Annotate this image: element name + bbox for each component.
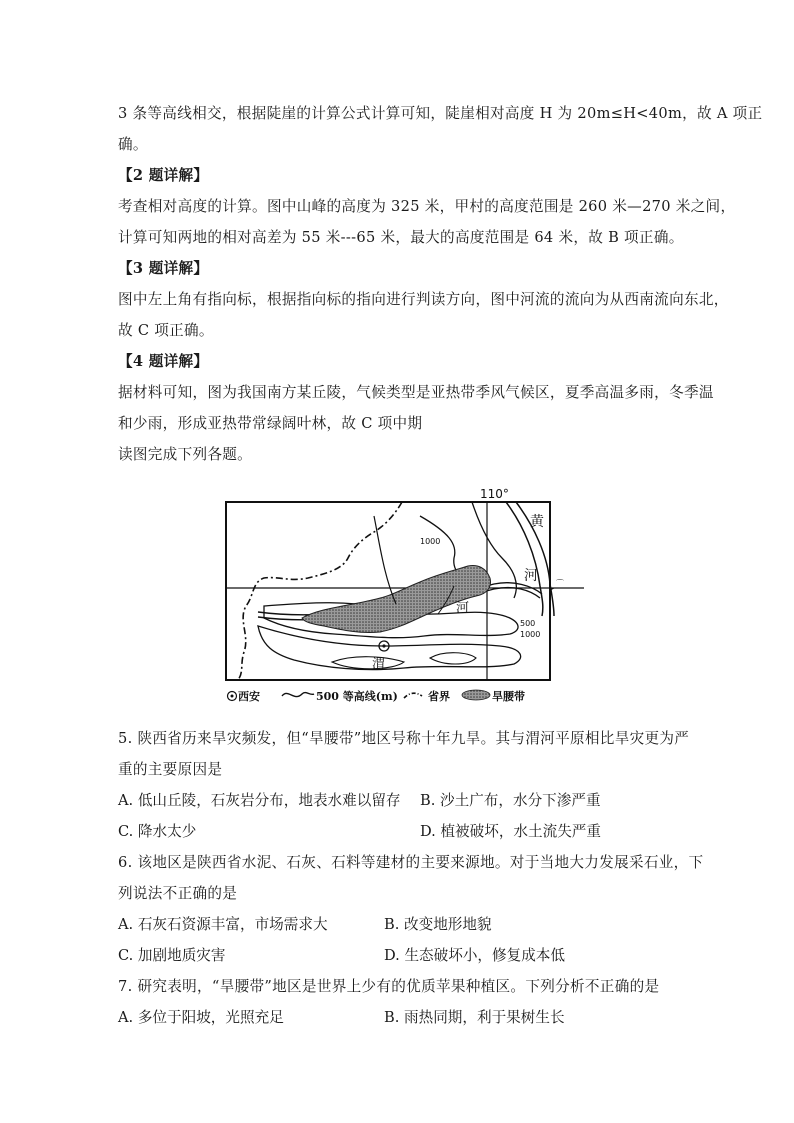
q7-option-b: B. 雨热同期，利于果树生长 bbox=[384, 1009, 565, 1026]
section-heading: 【2 题详解】 bbox=[118, 167, 209, 184]
legend-belt-label: 旱腰带 bbox=[492, 690, 525, 703]
river-label-wei: 渭 bbox=[372, 657, 386, 672]
question-6-stem: 列说法不正确的是 bbox=[118, 885, 238, 902]
q7-option-a: A. 多位于阳坡，光照充足 bbox=[118, 1009, 284, 1026]
drought-belt-area bbox=[302, 566, 490, 633]
longitude-label: 110° bbox=[480, 487, 509, 501]
question-7-stem: 7. 研究表明，“旱腰带”地区是世界上少有的优质苹果种植区。下列分析不正确的是 bbox=[118, 978, 660, 995]
q6-option-a: A. 石灰石资源丰富，市场需求大 bbox=[118, 916, 328, 933]
province-border bbox=[238, 502, 402, 680]
intro-line: 读图完成下列各题。 bbox=[118, 446, 253, 463]
legend-contour-symbol bbox=[282, 693, 314, 697]
question-5-stem: 5. 陕西省历来旱灾频发，但“旱腰带”地区号称十年九旱。其与渭河平原相比旱灾更为严 bbox=[118, 730, 690, 747]
q5-option-d: D. 植被破坏，水土流失严重 bbox=[420, 823, 601, 840]
q5-option-a: A. 低山丘陵，石灰岩分布，地表水难以留存 bbox=[118, 792, 401, 809]
section-heading: 【3 题详解】 bbox=[118, 260, 209, 277]
svg-text:⌒: ⌒ bbox=[556, 579, 564, 588]
legend-border-label: 省界 bbox=[428, 690, 450, 703]
paragraph-line: 故 C 项正确。 bbox=[118, 322, 214, 339]
map-figure bbox=[224, 486, 588, 708]
legend-border-symbol bbox=[404, 693, 422, 698]
river-label-he: 河 bbox=[456, 601, 470, 616]
contour-label: 500 bbox=[520, 619, 536, 628]
tributary bbox=[374, 516, 396, 604]
map-legend bbox=[228, 689, 526, 703]
question-6-stem: 6. 该地区是陕西省水泥、石灰、石料等建材的主要来源地。对于当地大力发展采石业，下 bbox=[118, 854, 704, 871]
q5-option-b: B. 沙土广布，水分下渗严重 bbox=[420, 792, 601, 809]
q6-option-c: C. 加剧地质灾害 bbox=[118, 947, 226, 964]
paragraph-line: 3 条等高线相交，根据陡崖的计算公式计算可知，陡崖相对高度 H 为 20m≤H<40m，故 A 项正 bbox=[118, 105, 763, 122]
question-5-stem: 重的主要原因是 bbox=[118, 761, 223, 778]
contour-label: 1000 bbox=[420, 537, 441, 546]
paragraph-line: 计算可知两地的相对高差为 55 米---65 米，最大的高度范围是 64 米，故 B 项正确。 bbox=[118, 229, 684, 246]
paragraph-line: 和少雨，形成亚热带常绿阔叶林，故 C 项中期 bbox=[118, 415, 423, 432]
paragraph-line: 图中左上角有指向标，根据指向标的指向进行判读方向，图中河流的流向为从西南流向东北， bbox=[118, 291, 729, 308]
paragraph-line: 考查相对高度的计算。图中山峰的高度为 325 米，甲村的高度范围是 260 米—270 米之间， bbox=[118, 198, 736, 215]
river-label-huang: 黄 bbox=[530, 514, 544, 530]
q6-option-d: D. 生态破坏小，修复成本低 bbox=[384, 947, 565, 964]
q5-option-c: C. 降水太少 bbox=[118, 823, 197, 840]
q6-option-b: B. 改变地形地貌 bbox=[384, 916, 492, 933]
map-svg bbox=[224, 486, 588, 708]
contour-label: 1000 bbox=[520, 630, 541, 639]
contour-loop bbox=[430, 653, 476, 664]
river-label-he: 河 bbox=[524, 568, 538, 584]
paragraph-line: 确。 bbox=[118, 136, 148, 153]
paragraph-line: 据材料可知，图为我国南方某丘陵，气候类型是亚热带季风气候区，夏季高温多雨，冬季温 bbox=[118, 384, 714, 401]
legend-xian-label: 西安 bbox=[238, 690, 260, 703]
legend-contour-label: 500 等高线(m) bbox=[316, 690, 398, 703]
legend-belt-symbol bbox=[462, 690, 490, 700]
section-heading: 【4 题详解】 bbox=[118, 353, 209, 370]
contour-loop bbox=[332, 657, 404, 669]
map-frame bbox=[226, 502, 550, 680]
